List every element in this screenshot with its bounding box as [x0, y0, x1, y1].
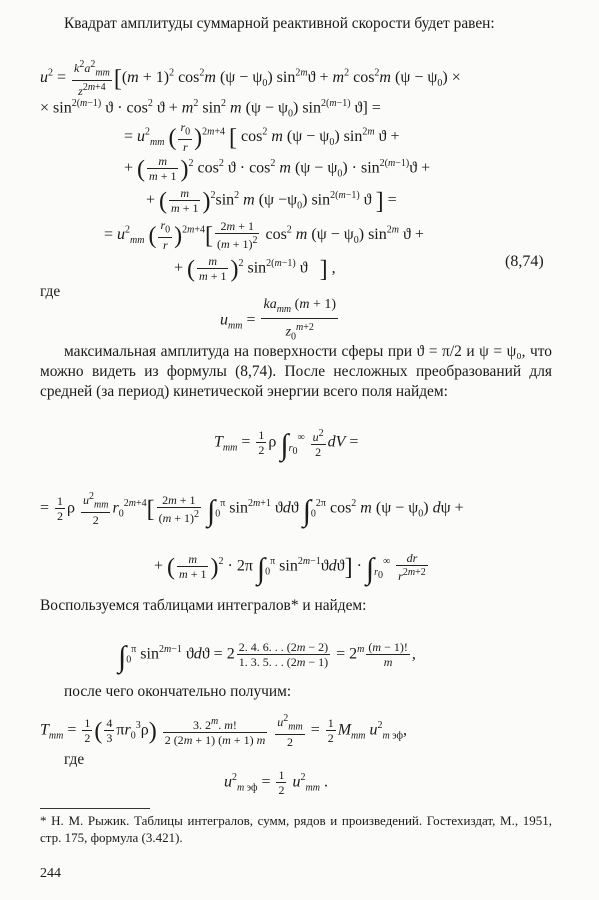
equation-number: (8,74)	[505, 253, 544, 270]
equation-energy-1: $T_{mm}$ = $\frac{1}{2}$ ρ $\int_{r_0}^\infty$ $\frac{u^2}{2}$ dV =	[214, 427, 359, 462]
equation-effective: $u^2_{m эф}$ = $\frac{1}{2}$ $u^2_{mm}$ .	[224, 768, 328, 798]
equation-line-4: + ( $\frac{m}{m + 1}$ )$^2$ $\cos^2 ϑ \cdot \cos^2 m$ $(\psi - \psi_0) \cdot \sin^{2(m-1)}ϑ$ +	[124, 154, 431, 184]
equation-integral-table: $\int_0^\pi$ $\sin^{2m-1} ϑdϑ = 2$ $\frac{2. 4. 6. . . (2m - 2)}{1. 3. 5. . . (2m - 1)}$ = $2^m$ $\frac{(m - 1)!}{m}$ ,	[118, 640, 416, 674]
footnote-rule	[40, 808, 150, 809]
equation-umm: $u_{mm}$ = $\frac{ka_{mm} (m + 1)}{z_0^{m+2}}$	[220, 297, 337, 343]
equation-line-1: $u^2$ = $\frac{k^2a^2_{mm}}{z^{2m+4}}$ [$(m + 1)^2$ $\cos^2m$ $(\psi - \psi_0)$ $\sin^{2m}ϑ + m^2$ $\cos^2m$ $(\psi - \psi_0)$ ×	[40, 59, 461, 99]
equation-line-2: × $\sin^{2(m-1)} ϑ \cdot \cos^2 ϑ + m^2$ $\sin^2 m$ $(\psi - \psi_0)$ $\sin^{2(m-1)} ϑ$] =	[40, 98, 381, 120]
paragraph-tables: Воспользуемся таблицами интегралов* и найдем:	[40, 597, 367, 614]
paragraph-intro: Квадрат амплитуды суммарной реактивной скорости будет равен:	[64, 15, 495, 32]
equation-line-3: = $u^2_{mm}$ ( $\frac{r_0}{r}$ )$^{2m+4}$ [ $\cos^2 m$ $(\psi - \psi_0)$ $\sin^{2m} ϑ$ +	[124, 120, 400, 155]
equation-final: $T_{mm}$ = $\frac{1}{2}$ ( $\frac{4}{3}$ $\pi r_0^3\rho$) $\frac{3. 2^m. m!}{2 (2m + 1) (m + 1) m}$ $\frac{u^2_{mm}}{2}$ = $\frac{1}{2}$ $M_{mm}$ $u^2_{m эф}$,	[40, 713, 407, 750]
label-where-1: где	[40, 283, 61, 300]
paragraph-finally: после чего окончательно получим:	[64, 683, 292, 700]
paragraph-max-amplitude: максимальная амплитуда на поверхности сферы при ϑ = π/2 и ψ = ψ₀, что можно видеть из формулы (8,74). После несложных преобразований для средней (за период) кинетической энергии всего поля найдем:	[40, 343, 552, 400]
page-number: 244	[40, 866, 61, 881]
equation-energy-3: + ( $\frac{m}{m + 1}$ )$^2$ · 2π $\int_0^\pi$ $\sin^{2m-1}ϑdϑ] \cdot \int_{r_0}^\infty$ $\frac{dr}{r^{2m+2}}$	[154, 550, 426, 586]
label-where-2: где	[64, 751, 85, 768]
equation-line-5: + ( $\frac{m}{m + 1}$ )$^2\sin^2$ m $(\psi -\psi_0)$ $\sin^{2(m-1)} ϑ$ ] =	[146, 186, 397, 216]
equation-line-7: + ( $\frac{m}{m + 1}$ )$^2$ $\sin^{2(m-1)} ϑ$ ] ,	[174, 254, 336, 284]
equation-energy-2: = $\frac{1}{2}$ ρ $\frac{u^2_{mm}}{2}$ $r_0^{2m+4}$[ $\frac{2m + 1}{(m + 1)^2}$ $\int_0^\pi$ $\sin^{2m+1} ϑdϑ$ $\int_0^{2\pi}$ $\cos^2 m$ $(\psi - \psi_0)$ dψ +	[40, 491, 464, 528]
equation-line-6: = $u^2_{mm}$ ( $\frac{r_0}{r}$ )$^{2m+4}$[ $\frac{2m + 1}{(m + 1)^2}$ $\cos^2 m$ $(\psi - \psi_0)$ $\sin^{2m} ϑ$ +	[104, 218, 424, 253]
footnote: * Н. М. Рыжик. Таблицы интегралов, сумм, рядов и произведений. Гостехиздат, М., 1951, стр. 175, формула (3.421).	[40, 813, 552, 845]
